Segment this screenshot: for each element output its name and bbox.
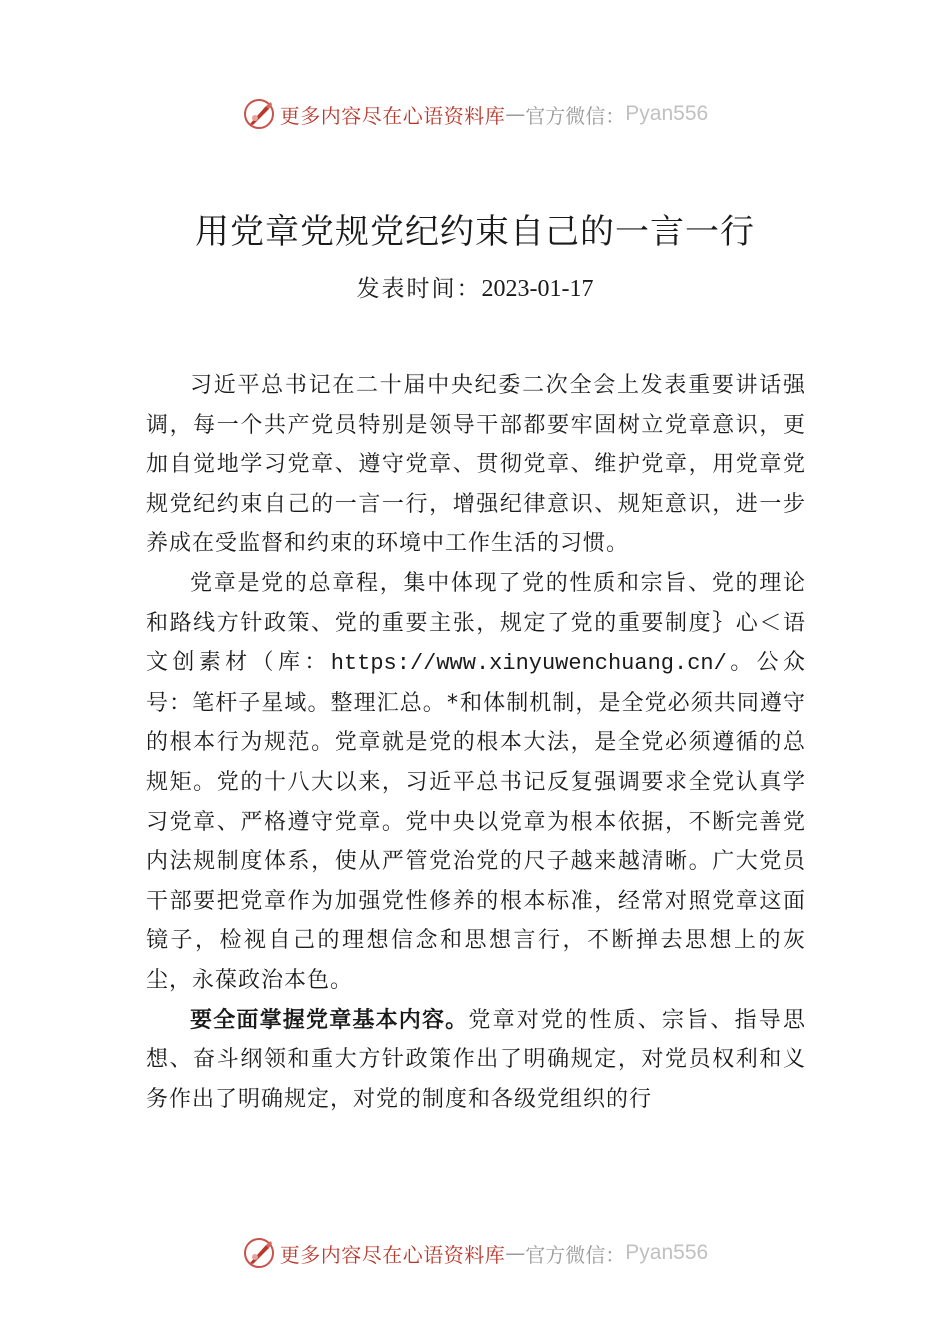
paragraph-2 [146,564,806,1001]
watermark-separator: — [505,102,526,126]
article-body [146,366,806,1119]
publish-date [0,270,950,303]
watermark-brand-text: 更多内容尽在心语资料库 [279,103,506,128]
watermark-wechat-id: Pyan556 [625,102,709,125]
publish-date-label: 发表时间： [356,276,482,302]
article-title: 用党章党规党纪约束自己的一言一行 [195,212,755,252]
watermark-brand-text: 更多内容尽在心语资料库 [279,1242,506,1267]
quill-pen-logo-icon [242,1236,276,1270]
paragraph-2-part-a: 党章是党的总章程，集中体现了党的性质和宗旨、党的理论和路线方针政策、党的重要主张，规定了党的重要制度｝心＜语文创素材（库： [146,570,806,676]
paragraph-3-heading: 要全面掌握党章基本内容。 [190,1007,469,1033]
paragraph-2-part-b: 。公众号：笔杆子星域。整理汇总。*和体制机制，是全党必须共同遵守的根本行为规范。党章就是党的根本大法，是全党必须遵循的总规矩。党的十八大以来，习近平总书记反复强调要求全党认真学习党章、严格遵守党章。党中央以党章为根本依据，不断完善党内法规制度体系，使从严管党治党的尺子越来越清晰。广大党员干部要把党章作为加强党性修养的根本标准，经常对照党章这面镜子，检视自己的理想信念和思想言行，不断掸去思想上的灰尘，永葆政治本色。 [146,650,806,993]
paragraph-3-text: 党章对党的性质、宗旨、指导思想、奋斗纲领和重大方针政策作出了明确规定，对党员权利和义务作出了明确规定，对党的制度和各级党组织的行 [146,1007,806,1112]
quill-pen-logo-icon [242,97,276,131]
footer-watermark [0,1233,950,1273]
source-url: https://www.xinyuwenchuang.cn/ [330,651,727,677]
paragraph-3 [146,1001,806,1120]
header-watermark [0,94,950,134]
watermark-wechat-label: 官方微信： [525,1242,626,1267]
publish-date-value: 2023-01-17 [481,276,594,302]
watermark-separator: — [505,1241,526,1265]
watermark-wechat-label: 官方微信： [525,103,626,128]
watermark-wechat-id: Pyan556 [625,1241,709,1264]
paragraph-1: 习近平总书记在二十届中央纪委二次全会上发表重要讲话强调，每一个共产党员特别是领导干部都要牢固树立党章意识，更加自觉地学习党章、遵守党章、贯彻党章、维护党章，用党章党规党纪约束自己的一言一行，增强纪律意识、规矩意识，进一步养成在受监督和约束的环境中工作生活的习惯。 [146,373,806,557]
